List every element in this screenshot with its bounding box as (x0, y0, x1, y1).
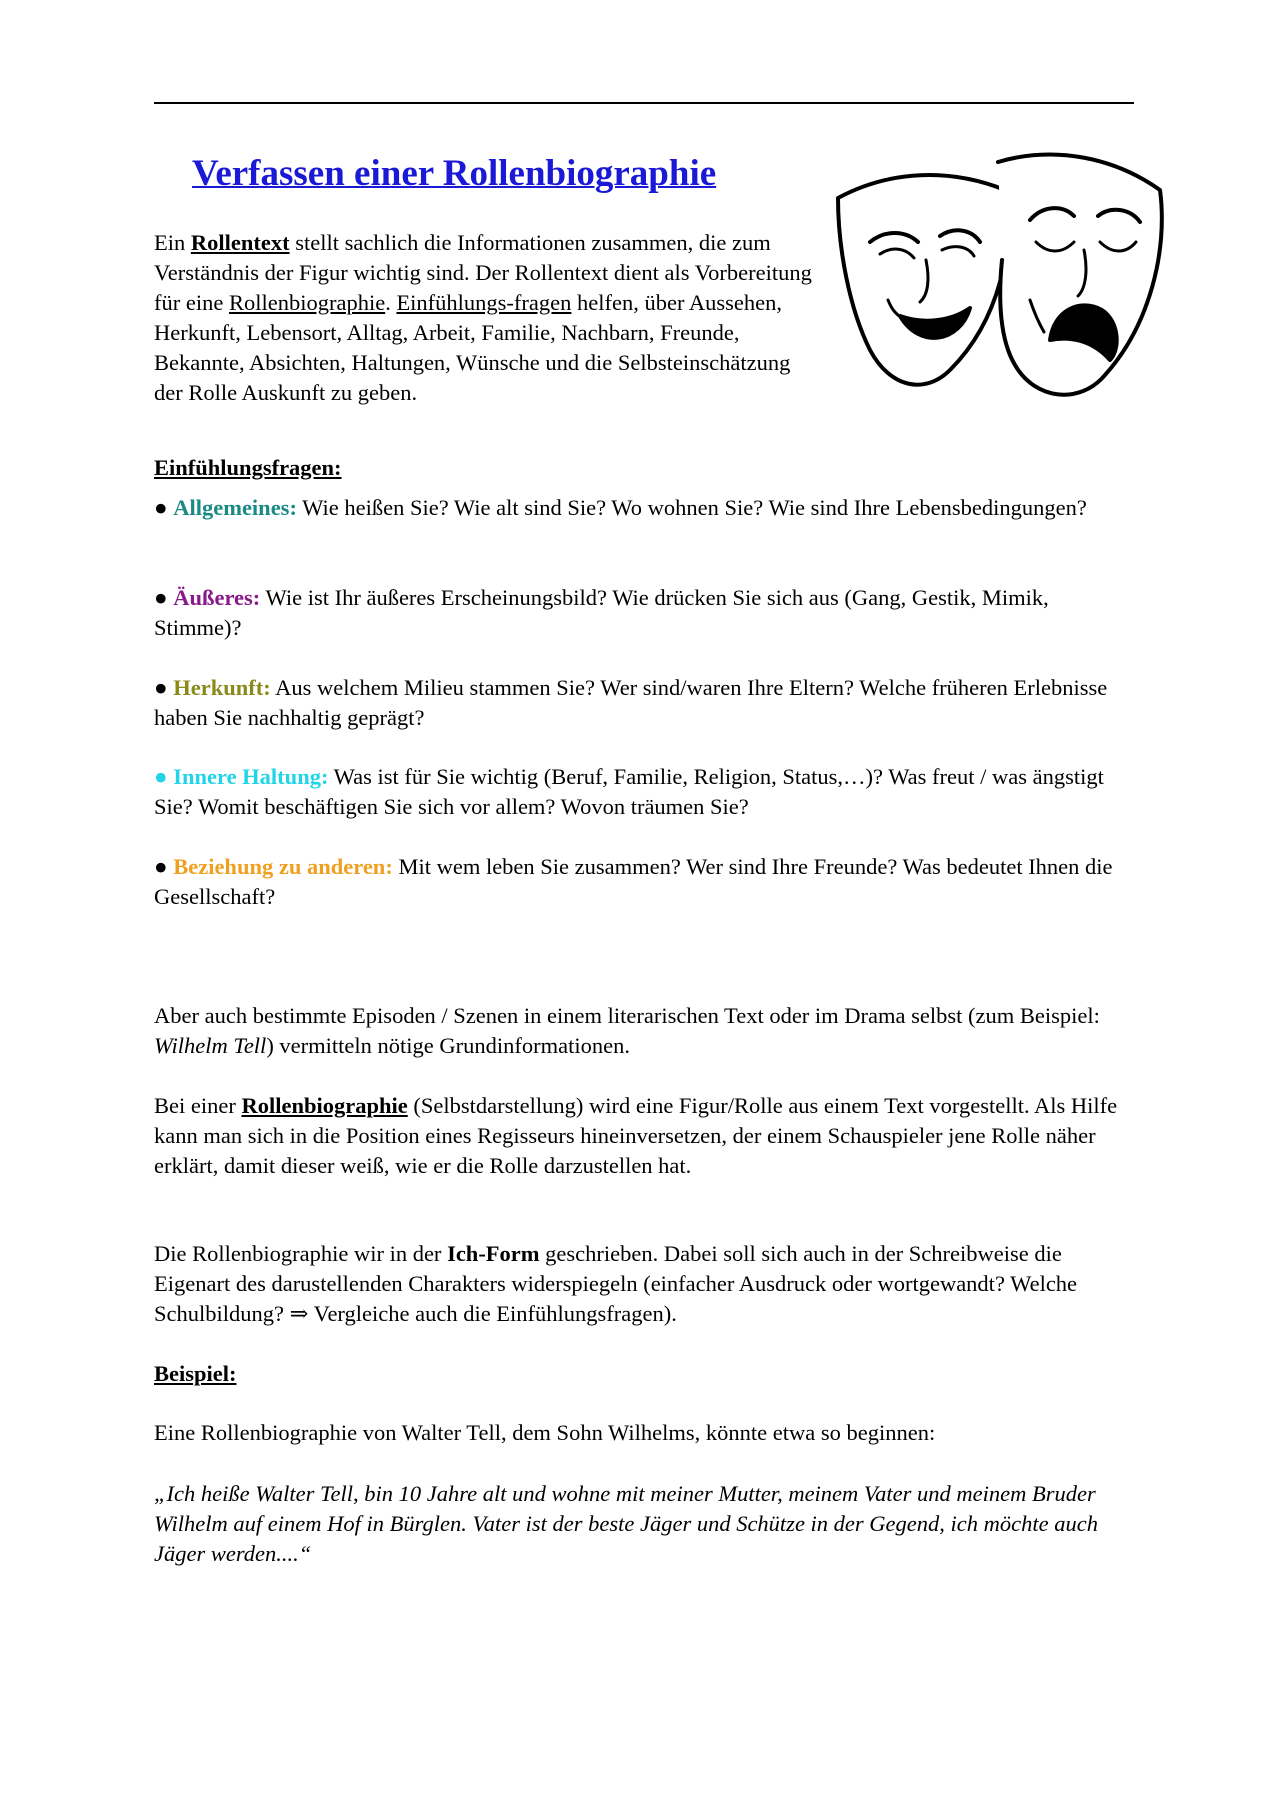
bullet-innere-haltung: ● Innere Haltung: Was ist für Sie wichtig (Beruf, Familie, Religion, Status,…)? Was freut / was ängstigt Sie? Womit beschäftigen Sie sich vor allem? Wovon träumen Sie? (154, 764, 1104, 819)
paragraph-episoden: Aber auch bestimmte Episoden / Szenen in einem literarischen Text oder im Drama selbst (zum Beispiel: Wilhelm Tell) vermitteln nötige Grundinformationen. (154, 1003, 1100, 1058)
bullet-herkunft: ● Herkunft: Aus welchem Milieu stammen Sie? Wer sind/waren Ihre Eltern? Welche früheren Erlebnisse haben Sie nachhaltig geprägt? (154, 675, 1108, 730)
page-title: Verfassen einer Rollenbiographie (192, 153, 717, 194)
header-rule (154, 102, 1134, 104)
paragraph-quote: „Ich heiße Walter Tell, bin 10 Jahre alt und wohne mit meiner Mutter, meinem Vater und meinem Bruder Wilhelm auf einem Hof in Bürglen. Vater ist der beste Jäger und Schütze in der Gegend, ich möchte auch Jäger werden....“ (154, 1481, 1098, 1566)
term-rollenbiographie: Rollenbiographie (228, 290, 386, 315)
intro-paragraph: Ein Rollentext stellt sachlich die Informationen zusammen, die zum Verständnis der Figur wichtig sind. Der Rollentext dient als Vorbereitung für eine Rollenbiographie. Einfühlungs-fragen helfen, über Aussehen, Herkunft, Lebensort, Alltag, Arbeit, Familie, Nachbarn, Freunde, Bekannte, Absichten, Haltungen, Wünsche und die Selbsteinschätzung der Rolle Auskunft zu geben. (154, 230, 812, 405)
bullet-aeusseres: ● Äußeres: Wie ist Ihr äußeres Erscheinungsbild? Wie drücken Sie sich aus (Gang, Gestik, Mimik, Stimme)? (154, 585, 1049, 640)
term-einfuehlungsfragen: Einfühlungs-fragen (396, 290, 572, 315)
bullet-beziehung: ● Beziehung zu anderen: Mit wem leben Sie zusammen? Wer sind Ihre Freunde? Was bedeutet Ihnen die Gesellschaft? (154, 854, 1113, 909)
heading-beispiel: Beispiel: (154, 1361, 237, 1386)
term-rollentext: Rollentext (190, 230, 290, 255)
paragraph-ich-form: Die Rollenbiographie wir in der Ich-Form geschrieben. Dabei soll sich auch in der Schreibweise die Eigenart des darustellenden Charakters widerspiegeln (einfacher Ausdruck oder wortgewandt? Welche Schulbildung? ⇒ Vergleiche auch die Einfühlungsfragen). (154, 1241, 1078, 1326)
paragraph-beispiel-intro: Eine Rollenbiographie von Walter Tell, dem Sohn Wilhelms, könnte etwa so beginnen: (154, 1420, 936, 1445)
term-rollenbiographie-bold: Rollenbiographie (241, 1093, 408, 1118)
paragraph-rollenbiographie: Bei einer Rollenbiographie (Selbstdarstellung) wird eine Figur/Rolle aus einem Text vorgestellt. Als Hilfe kann man sich in die Position eines Regisseurs hineinversetzen, der einem Schauspieler jene Rolle näher erklärt, damit dieser weiß, wie er die Rolle darzustellen hat. (154, 1093, 1118, 1178)
bullet-allgemeines: ● Allgemeines: Wie heißen Sie? Wie alt sind Sie? Wo wohnen Sie? Wie sind Ihre Lebensbedingungen? (154, 495, 1087, 520)
heading-einfuehlungsfragen: Einfühlungsfragen: (154, 455, 342, 480)
theater-masks-icon (830, 150, 1170, 415)
